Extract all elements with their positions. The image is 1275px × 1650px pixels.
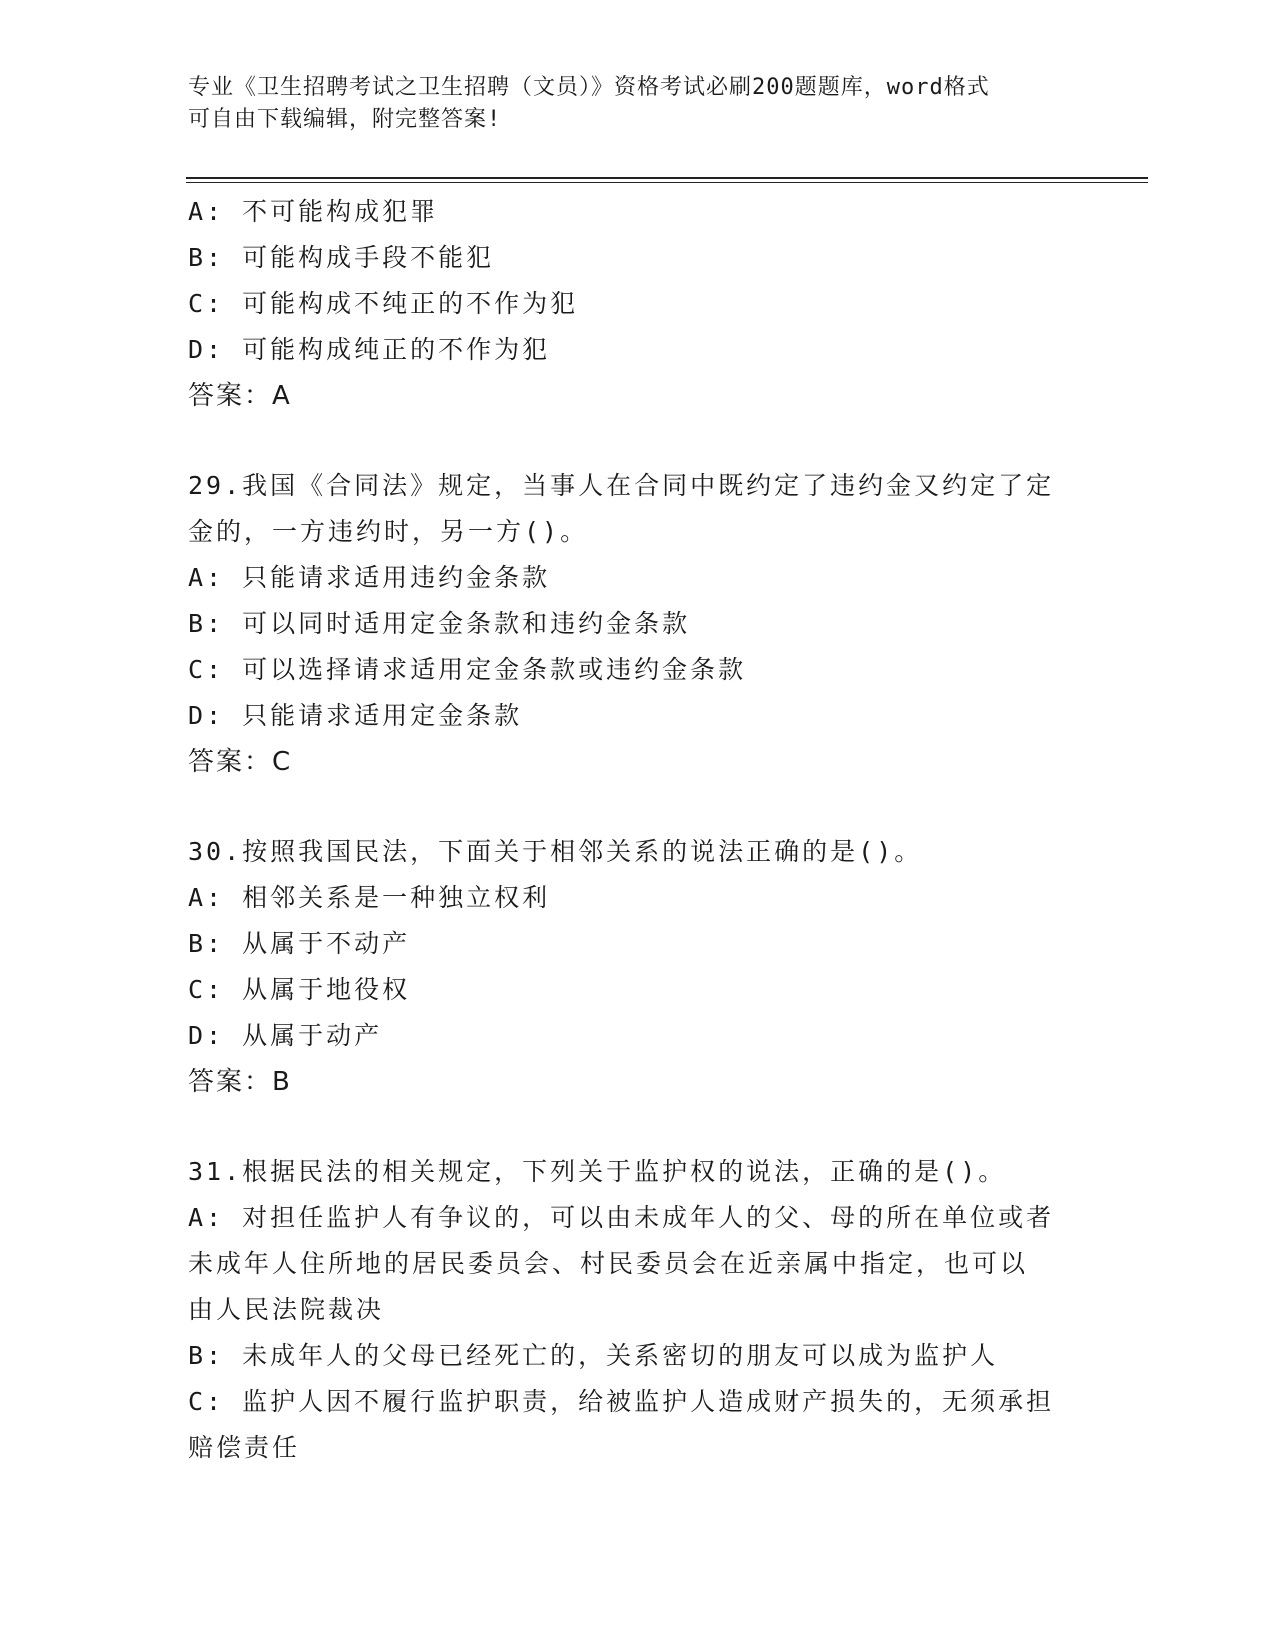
document-header [188, 72, 1088, 136]
option-a: A: 只能请求适用违约金条款 [188, 563, 551, 592]
question-block-29 [188, 463, 1088, 785]
option-c: C: 可能构成不纯正的不作为犯 [188, 289, 579, 318]
header-line-1: 专业《卫生招聘考试之卫生招聘（文员）》资格考试必刷200题题库，word格式 [188, 75, 990, 100]
option-a-cont-2: 由人民法院裁决 [188, 1295, 385, 1324]
option-b: B: 可以同时适用定金条款和违约金条款 [188, 609, 691, 638]
answer-line: 答案：B [188, 1067, 292, 1097]
question-block-prev [188, 189, 1088, 419]
option-b: B: 可能构成手段不能犯 [188, 243, 495, 272]
question-block-30 [188, 829, 1088, 1105]
answer-line: 答案：A [188, 381, 292, 411]
header-divider-thick [186, 177, 1148, 179]
option-d: D: 只能请求适用定金条款 [188, 701, 523, 730]
question-stem: 31.根据民法的相关规定，下列关于监护权的说法，正确的是()。 [188, 1157, 1007, 1186]
option-a: A: 对担任监护人有争议的，可以由未成年人的父、母的所在单位或者 [188, 1203, 1055, 1232]
question-stem-cont: 金的，一方违约时，另一方()。 [188, 517, 589, 546]
spacer [188, 419, 1088, 463]
option-a-cont-1: 未成年人住所地的居民委员会、村民委员会在近亲属中指定，也可以 [188, 1249, 1029, 1278]
option-a: A: 不可能构成犯罪 [188, 197, 439, 226]
spacer [188, 1105, 1088, 1149]
option-c: C: 从属于地役权 [188, 975, 411, 1004]
spacer [188, 785, 1088, 829]
option-c-cont: 赔偿责任 [188, 1433, 301, 1462]
option-c: C: 监护人因不履行监护职责，给被监护人造成财产损失的，无须承担 [188, 1387, 1055, 1416]
option-d: D: 可能构成纯正的不作为犯 [188, 335, 551, 364]
header-line-2: 可自由下载编辑，附完整答案! [188, 107, 502, 132]
option-b: B: 未成年人的父母已经死亡的，关系密切的朋友可以成为监护人 [188, 1341, 999, 1370]
question-list [188, 189, 1088, 1471]
option-c: C: 可以选择请求适用定金条款或违约金条款 [188, 655, 747, 684]
question-block-31 [188, 1149, 1088, 1471]
option-a: A: 相邻关系是一种独立权利 [188, 883, 551, 912]
question-stem: 29.我国《合同法》规定，当事人在合同中既约定了违约金又约定了定 [188, 471, 1055, 500]
header-divider-thin [186, 182, 1148, 183]
answer-line: 答案：C [188, 747, 293, 777]
option-d: D: 从属于动产 [188, 1021, 383, 1050]
option-b: B: 从属于不动产 [188, 929, 411, 958]
question-stem: 30.按照我国民法，下面关于相邻关系的说法正确的是()。 [188, 837, 923, 866]
